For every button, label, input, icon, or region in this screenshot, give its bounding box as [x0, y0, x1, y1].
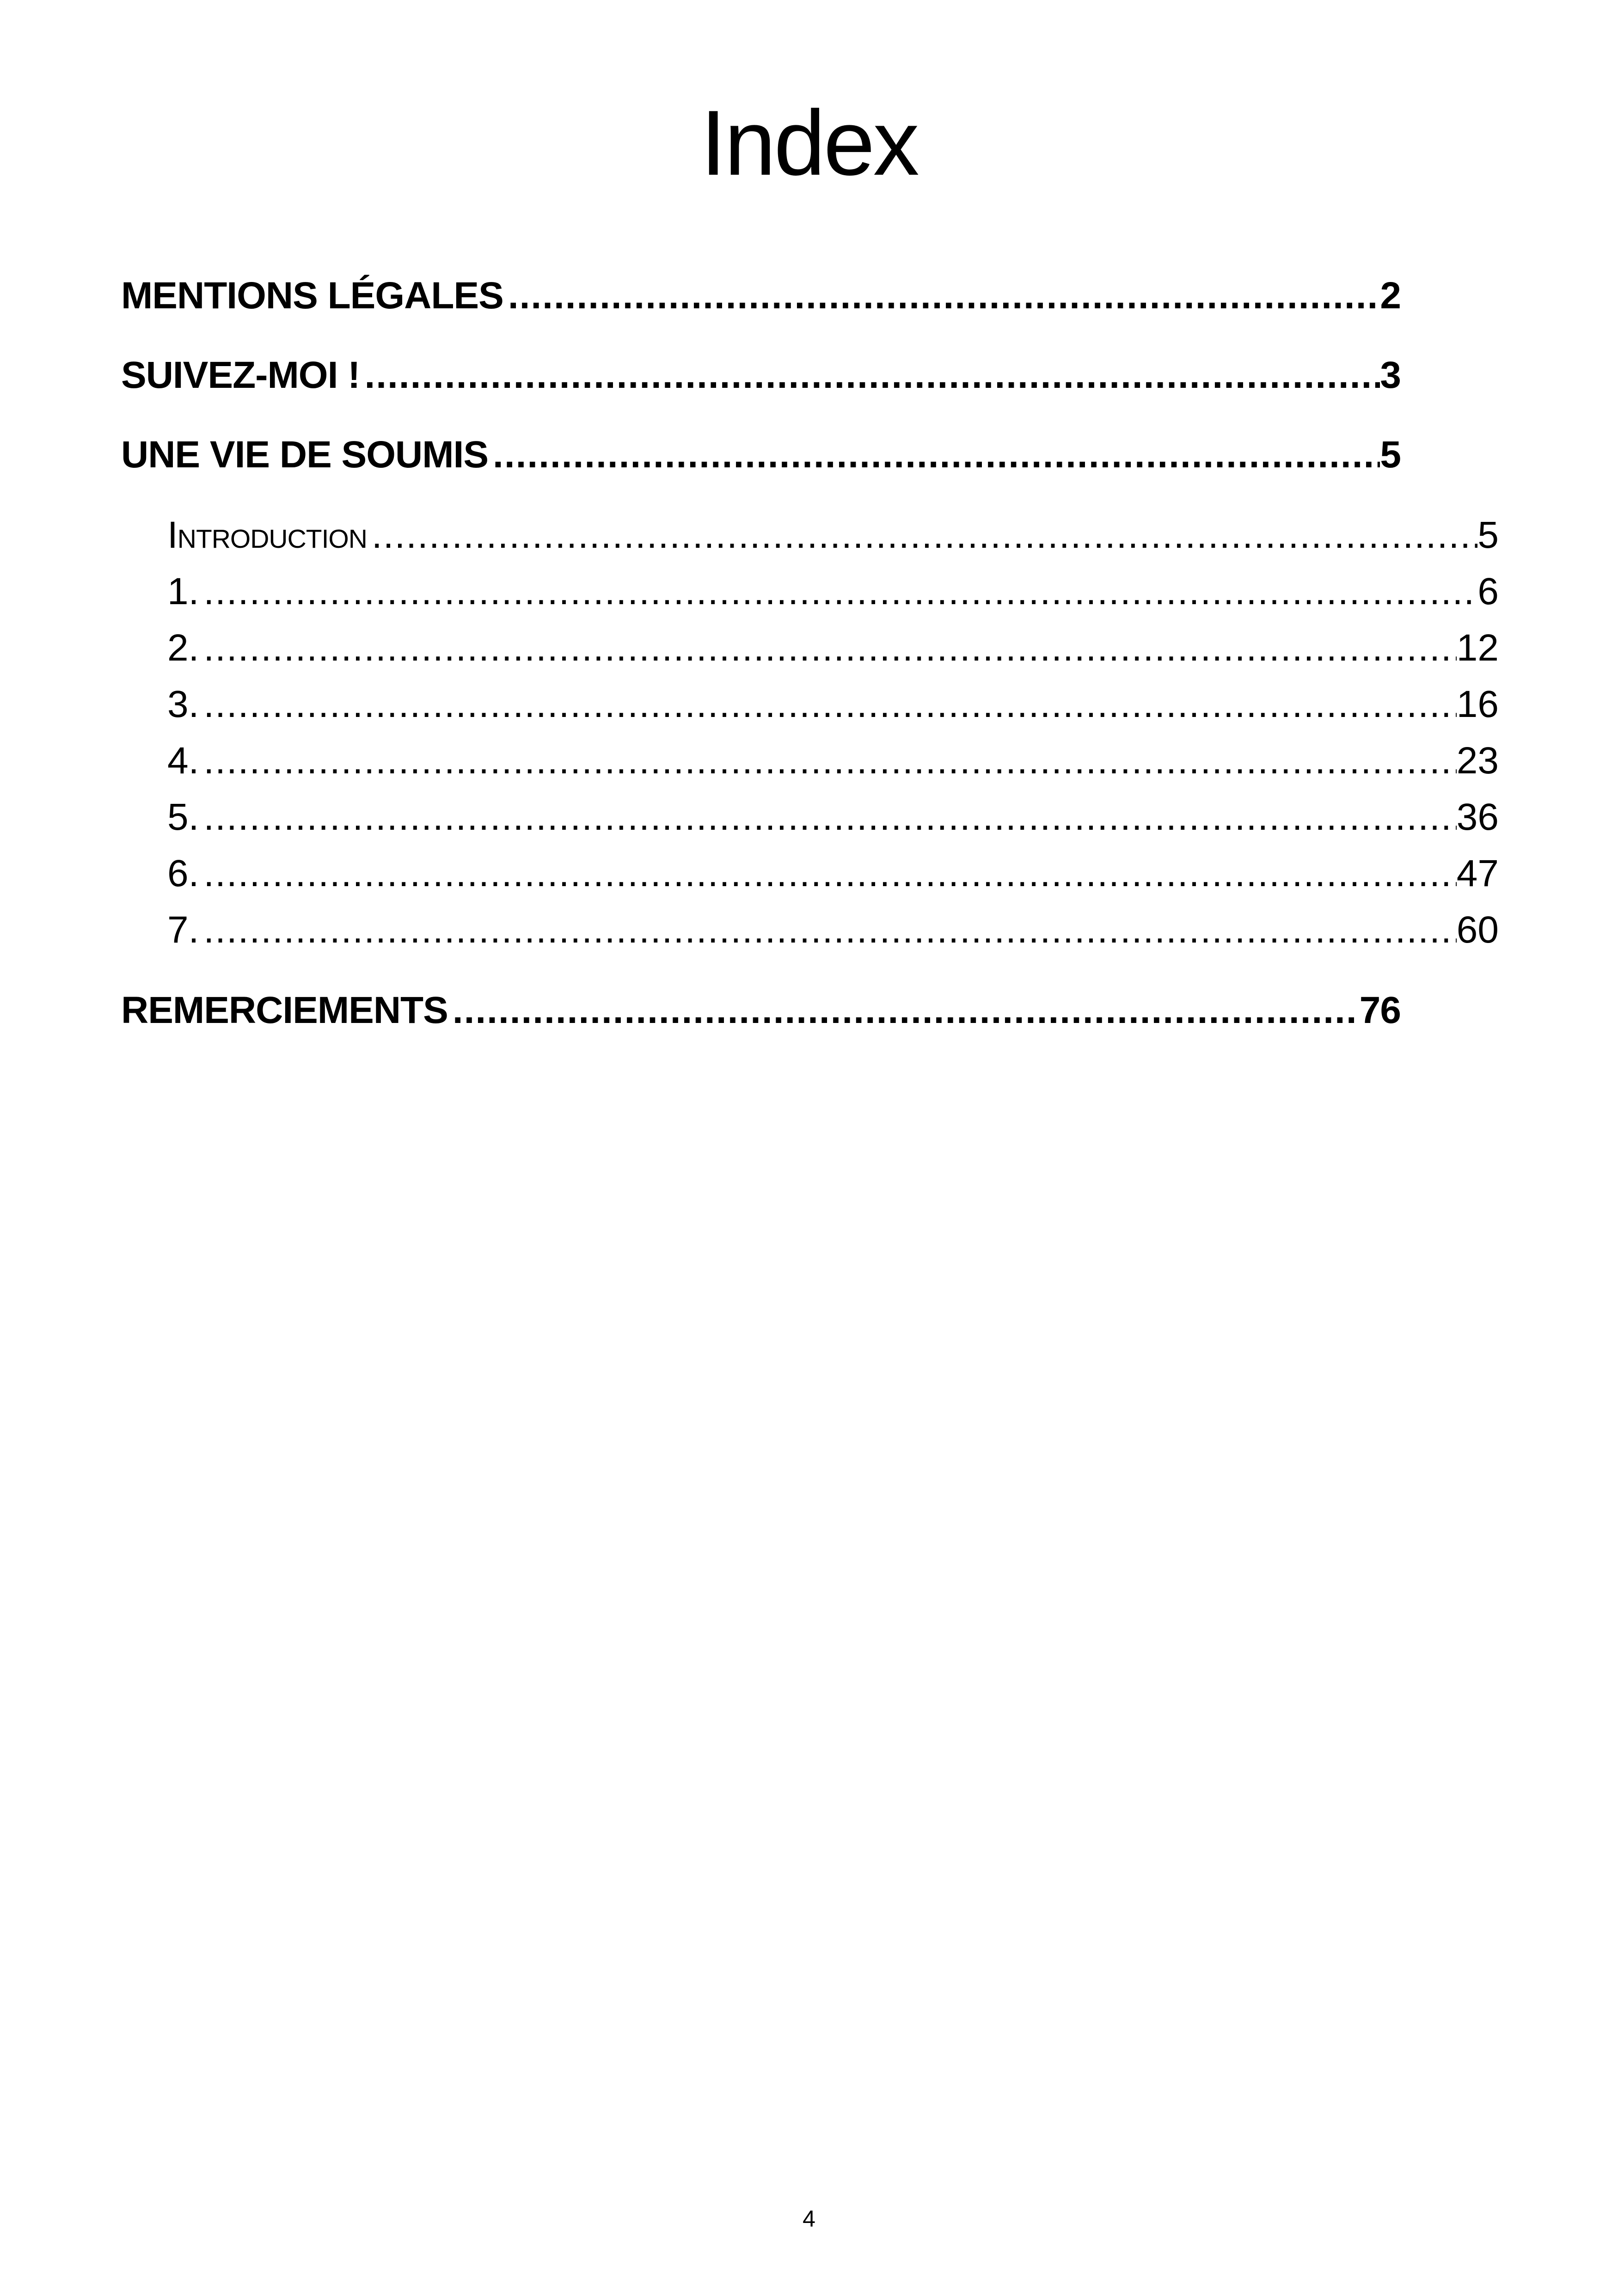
- toc-entry-une-vie-de-soumis[interactable]: [121, 432, 1401, 478]
- toc-entry-chapter-4[interactable]: [167, 738, 1499, 784]
- dot-leader: [199, 794, 1456, 840]
- toc-entry-page: 23: [1456, 740, 1499, 782]
- toc-entry-introduction[interactable]: [167, 512, 1499, 558]
- dot-leader: [199, 681, 1456, 728]
- toc-entry-chapter-2[interactable]: [167, 625, 1499, 671]
- toc-entry-chapter-6[interactable]: [167, 851, 1499, 897]
- toc-entry-label: Introduction: [167, 514, 367, 556]
- toc-entry-page: 5: [1477, 514, 1499, 556]
- toc-entry-page: 36: [1456, 796, 1499, 838]
- dot-leader: [360, 352, 1380, 398]
- toc-entry-page: 3: [1380, 354, 1401, 396]
- toc-entry-mentions-legales[interactable]: [121, 273, 1401, 319]
- dot-leader: [488, 432, 1380, 478]
- dot-leader: [199, 851, 1456, 897]
- toc-entry-remerciements[interactable]: [121, 987, 1401, 1034]
- toc-entry-label: 7.: [167, 909, 199, 951]
- toc-entry-label: 4.: [167, 740, 199, 782]
- toc-entry-chapter-5[interactable]: [167, 794, 1499, 840]
- toc-entry-page: 12: [1456, 627, 1499, 669]
- toc-entry-label: 5.: [167, 796, 199, 838]
- dot-leader: [199, 569, 1477, 615]
- page-title: Index: [700, 92, 918, 195]
- toc-entry-label: SUIVEZ-MOI !: [121, 354, 360, 396]
- dot-leader: [367, 512, 1477, 558]
- toc-entry-page: 16: [1456, 683, 1499, 725]
- toc-entry-label: REMERCIEMENTS: [121, 989, 448, 1031]
- dot-leader: [503, 273, 1380, 319]
- toc-entry-page: 2: [1380, 275, 1401, 317]
- dot-leader: [199, 738, 1456, 784]
- toc-entry-suivez-moi[interactable]: [121, 352, 1401, 398]
- toc-entry-chapter-1[interactable]: [167, 569, 1499, 615]
- toc-entry-chapter-7[interactable]: [167, 907, 1499, 953]
- toc-entry-page: 76: [1359, 989, 1401, 1031]
- toc-entry-label: 2.: [167, 627, 199, 669]
- dot-leader: [199, 625, 1456, 671]
- toc-entry-label: 3.: [167, 683, 199, 725]
- dot-leader: [448, 987, 1360, 1034]
- toc-entry-label: UNE VIE DE SOUMIS: [121, 434, 489, 476]
- toc-entry-label: MENTIONS LÉGALES: [121, 275, 503, 317]
- toc-entry-page: 47: [1456, 852, 1499, 894]
- toc-entry-page: 60: [1456, 909, 1499, 951]
- dot-leader: [199, 907, 1456, 953]
- toc-entry-label: 1.: [167, 570, 199, 612]
- toc-entry-page: 5: [1380, 434, 1401, 476]
- page-number: 4: [803, 2206, 815, 2232]
- toc-entry-page: 6: [1477, 570, 1499, 612]
- toc-entry-chapter-3[interactable]: [167, 681, 1499, 728]
- toc-entry-label: 6.: [167, 852, 199, 894]
